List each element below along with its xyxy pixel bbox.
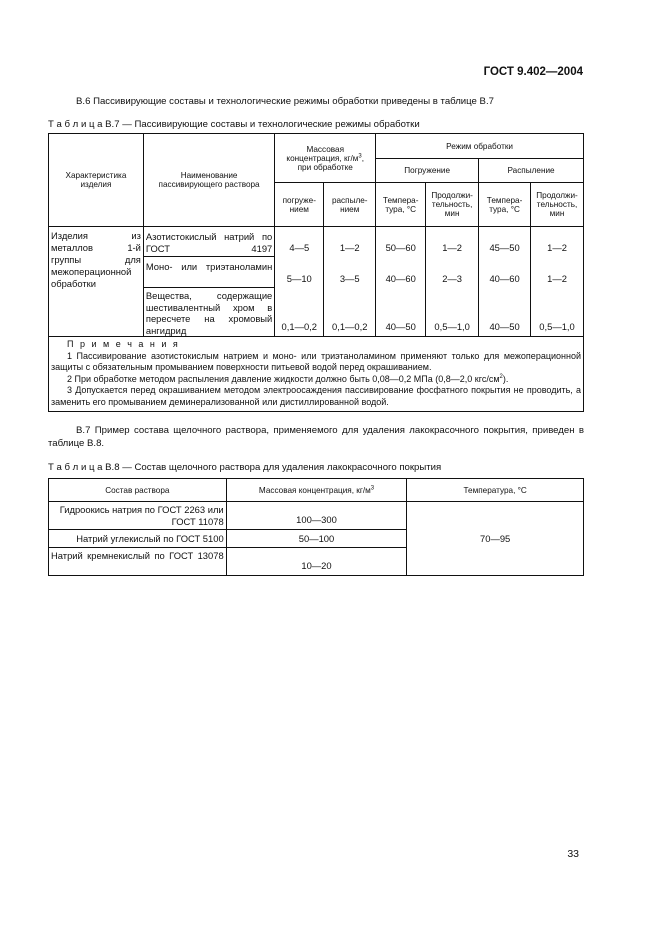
header-temperature: Температура, °С [407, 479, 584, 502]
row1-c2: 1—2 [324, 227, 376, 257]
table-b7-notes [49, 337, 584, 412]
table-b7 [48, 133, 584, 412]
row2-c2: 3—5 [324, 257, 376, 288]
row1-name: Азотистокислый натрий по ГОСТ 4197 [143, 227, 274, 257]
row2-d1: 2—3 [426, 257, 479, 288]
header-mode: Режим обработки [376, 134, 584, 159]
header-temp-immersion: Темпера-тура, °С [376, 183, 426, 227]
caption-text: В.7 — Пассивирующие составы и технологические режимы обработки [105, 119, 420, 130]
row3-t1: 40—50 [376, 288, 426, 337]
row3-t2: 40—50 [479, 288, 531, 337]
caption-text: В.8 — Состав щелочного раствора для удаления лакокрасочного покрытия [105, 462, 442, 473]
header-immersion-short: погруже-нием [275, 183, 324, 227]
row3-d1: 0,5—1,0 [426, 288, 479, 337]
header-mass-conc [226, 479, 407, 502]
row2-t1: 40—60 [376, 257, 426, 288]
row3-c1: 0,1—0,2 [275, 288, 324, 337]
header-temp-spraying: Темпера-тура, °С [479, 183, 531, 227]
mass-conc-text: Массовая концентрация, кг/м [286, 144, 359, 163]
page-number: 33 [567, 848, 579, 860]
note-2 [51, 374, 581, 386]
standard-header: ГОСТ 9.402—2004 [483, 66, 583, 78]
header-mass-concentration [275, 134, 376, 183]
table-b8-caption [48, 462, 441, 473]
table-b8 [48, 478, 584, 576]
table-b7-caption [48, 119, 420, 130]
row1-t2: 45—50 [479, 227, 531, 257]
row2-t2: 40—60 [479, 257, 531, 288]
b8-row3-conc: 10—20 [226, 548, 407, 576]
b8-row1-name: Гидроокись натрия по ГОСТ 2263 или ГОСТ 11078 [49, 502, 227, 530]
header-duration-spraying: Продолжи-тельность, мин [531, 183, 584, 227]
note-1: 1 Пассивирование азотистокислым натрием и моно- или триэтаноламином применяют только для межоперационной защиты с обязательным промыванием поверхности питьевой водой перед окрашиванием. [51, 350, 581, 373]
mass-conc-sup: 3 [370, 484, 375, 491]
header-spray-short: распыле-нием [324, 183, 376, 227]
row1-c1: 4—5 [275, 227, 324, 257]
mass-conc-sup: 3 [358, 152, 362, 159]
header-immersion: Погружение [376, 159, 479, 183]
header-solution-name: Наименование пассивирующего раствора [143, 134, 274, 227]
row3-d2: 0,5—1,0 [531, 288, 584, 337]
header-spraying: Распыление [479, 159, 584, 183]
note-3: 3 Допускается перед окрашиванием методом электроосаждения пассивирование фосфатного покрытия не проводить, а заменить его промыванием деминерализованной или дистиллированной водой. [51, 385, 581, 407]
row2-d2: 1—2 [531, 257, 584, 288]
b8-temperature-value: 70—95 [407, 502, 584, 576]
notes-title: П р и м е ч а н и я [67, 339, 180, 349]
header-characteristic: Характеристика изделия [49, 134, 144, 227]
mass-conc-tail: , при обработке [297, 153, 365, 172]
product-cell: Изделия из металлов 1-й группы для межоперационной обработки [49, 227, 144, 337]
note-2-text: 2 При обработке методом распыления давление жидкости должно быть 0,08—0,2 МПа (0,8—2,0 кгс/см [67, 373, 500, 384]
b8-row1-conc: 100—300 [226, 502, 407, 530]
header-duration-immersion: Продолжи-тельность, мин [426, 183, 479, 227]
row1-t1: 50—60 [376, 227, 426, 257]
row1-d2: 1—2 [531, 227, 584, 257]
row1-d1: 1—2 [426, 227, 479, 257]
note-2-sup: 2 [499, 373, 503, 380]
row3-name: Вещества, содержащие шестивалентный хром в пересчете на хромовый ангидрид [143, 288, 274, 337]
b8-row2-conc: 50—100 [226, 530, 407, 548]
caption-word: Т а б л и ц а [48, 119, 103, 130]
row2-c1: 5—10 [275, 257, 324, 288]
paragraph-b7: В.7 Пример состава щелочного раствора, применяемого для удаления лакокрасочного покрытия, приведен в таблице В.8. [48, 425, 584, 449]
note-2-tail: ). [502, 373, 509, 384]
b8-row2-name: Натрий углекислый по ГОСТ 5100 [49, 530, 227, 548]
row3-c2: 0,1—0,2 [324, 288, 376, 337]
row2-name: Моно- или триэтаноламин [143, 257, 274, 288]
caption-word: Т а б л и ц а [48, 462, 103, 473]
header-composition: Состав раствора [49, 479, 227, 502]
b8-row3-name: Натрий кремнекислый по ГОСТ 13078 [49, 548, 227, 576]
mass-conc-text: Массовая концентрация, кг/м [258, 485, 371, 495]
paragraph-b6: В.6 Пассивирующие составы и технологические режимы обработки приведены в таблице В.7 [76, 96, 494, 107]
